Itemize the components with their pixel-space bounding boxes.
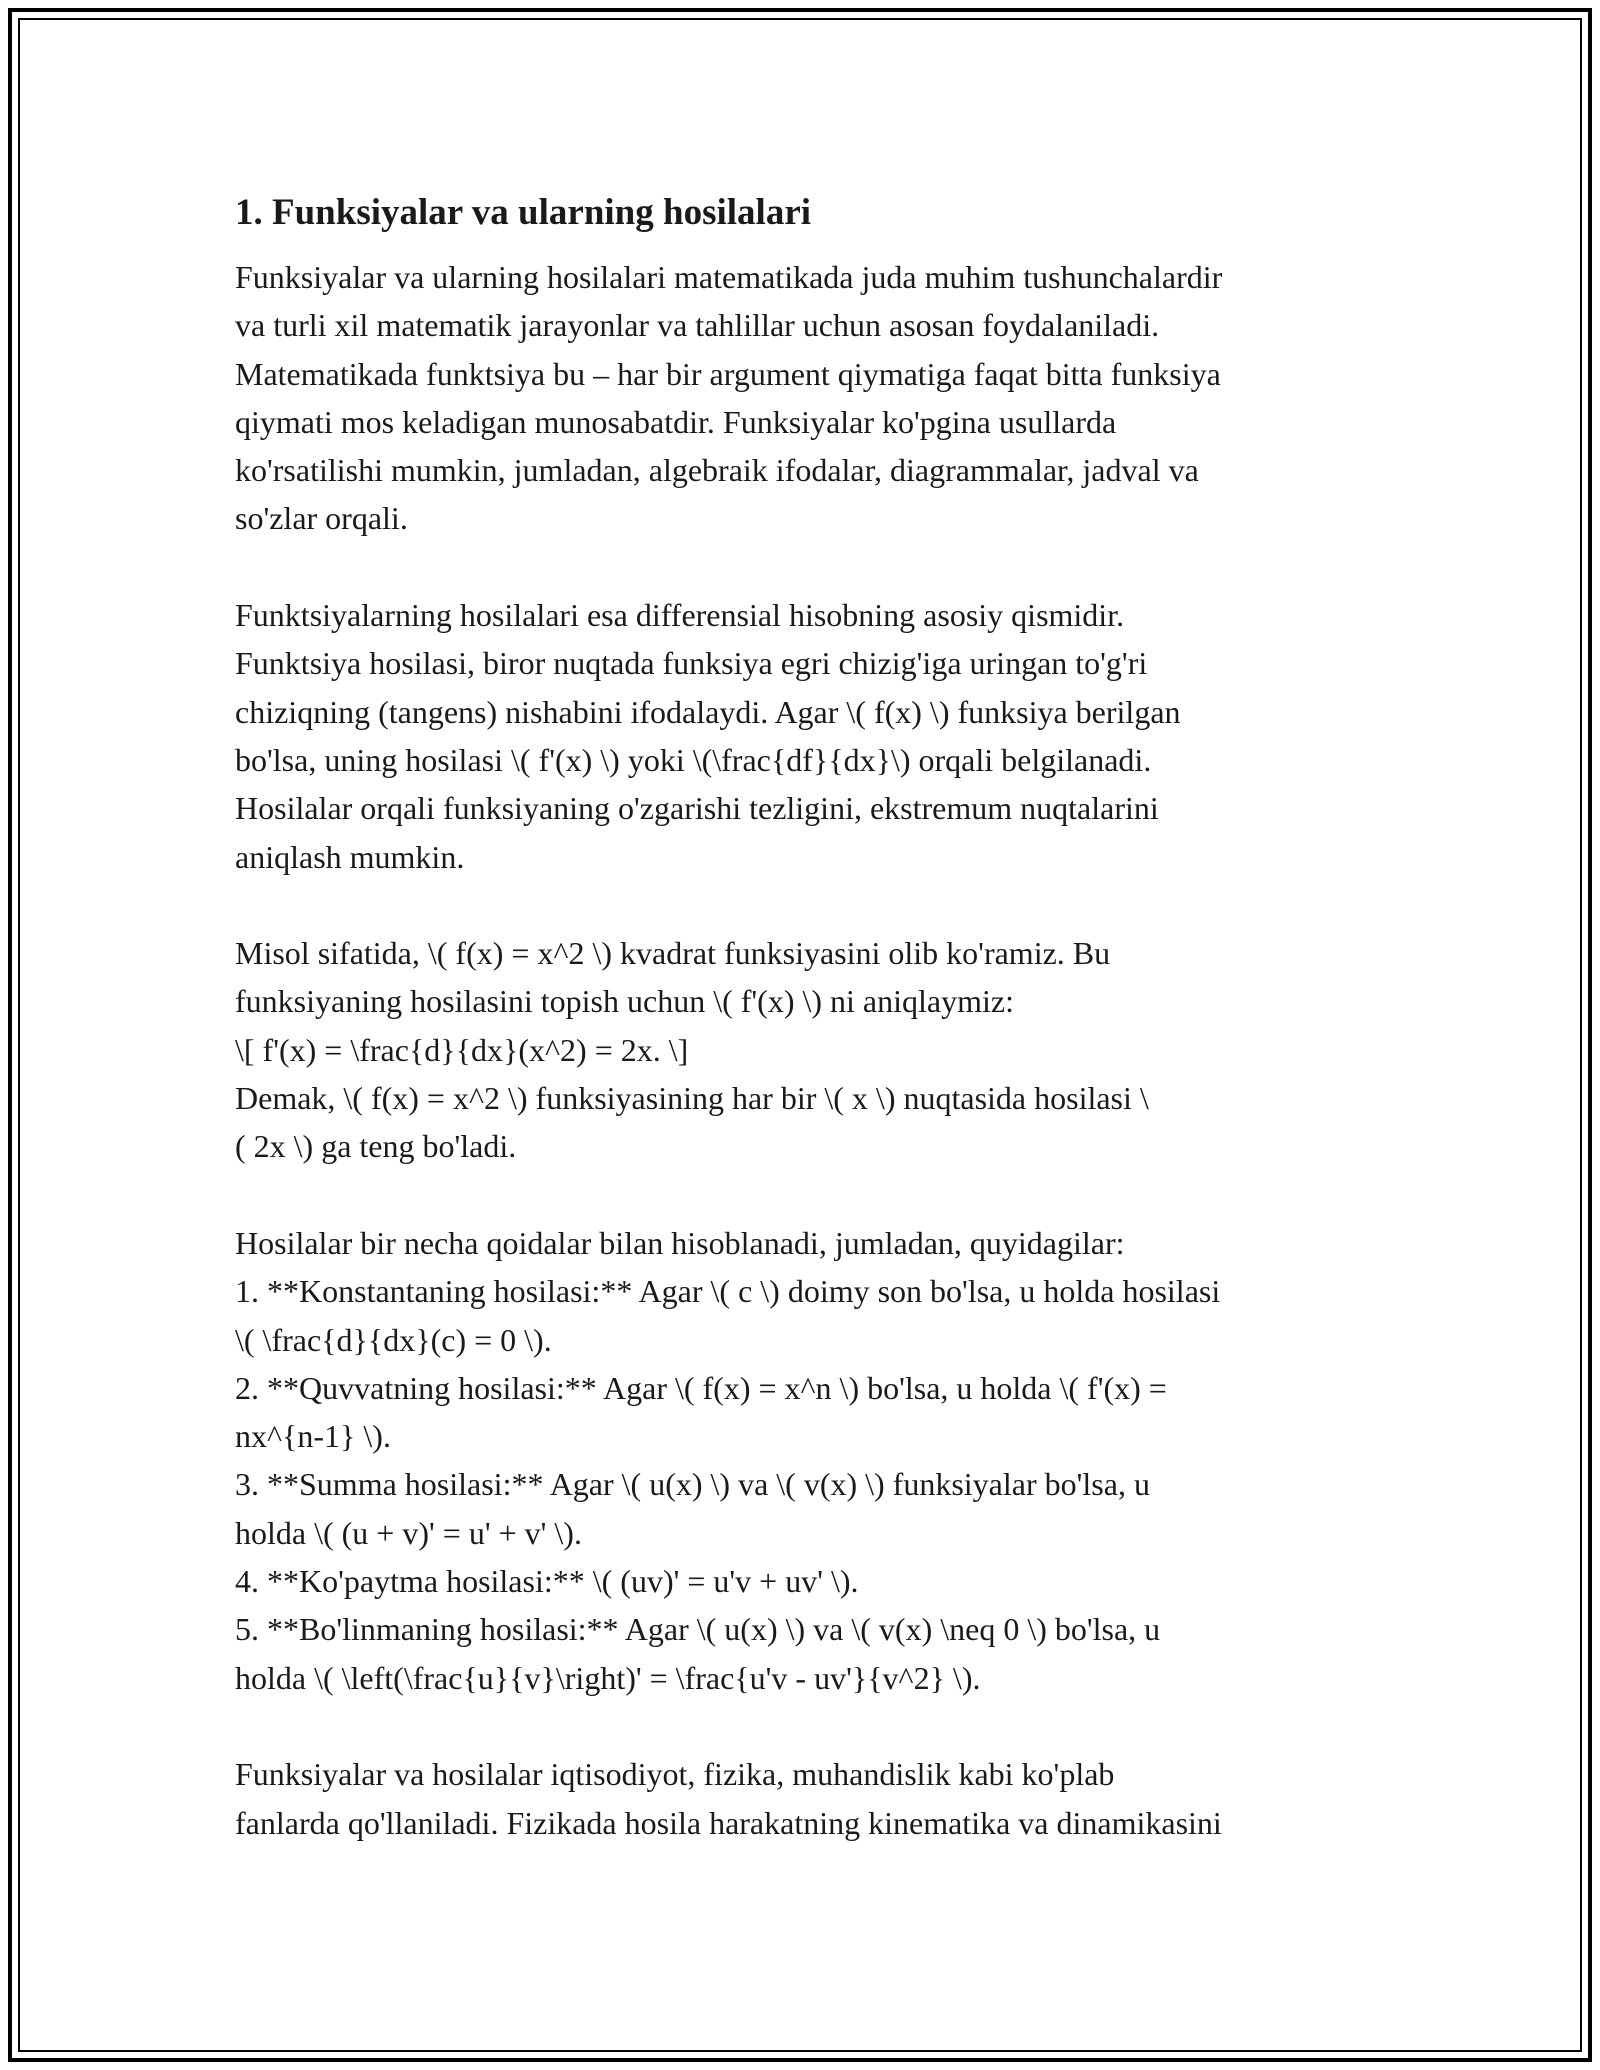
- rule-item: 3. **Summa hosilasi:** Agar \( u(x) \) va \( v(x) \) funksiyalar bo'lsa, u: [235, 1466, 1150, 1503]
- rule-item: 1. **Konstantaning hosilasi:** Agar \( c \) doimy son bo'lsa, u holda hosilasi: [235, 1273, 1221, 1310]
- text-line: funksiyaning hosilasini topish uchun \( f'(x) \) ni aniqlaymiz:: [235, 983, 1014, 1020]
- rule-item: 2. **Quvvatning hosilasi:** Agar \( f(x) = x^n \) bo'lsa, u holda \( f'(x) =: [235, 1369, 1167, 1406]
- paragraph-intro: [235, 253, 1375, 543]
- text-line: Demak, \( f(x) = x^2 \) funksiyasining har bir \( x \) nuqtasida hosilasi \: [235, 1080, 1149, 1117]
- text-line: Funksiyalar va hosilalar iqtisodiyot, fizika, muhandislik kabi ko'plab: [235, 1756, 1115, 1793]
- text-line: Misol sifatida, \( f(x) = x^2 \) kvadrat funksiyasini olib ko'ramiz. Bu: [235, 935, 1111, 972]
- text-line: ( 2x \) ga teng bo'ladi.: [235, 1128, 517, 1165]
- section-title: 1. Funksiyalar va ularning hosilalari: [235, 192, 812, 233]
- text-line: Funksiyalar va ularning hosilalari matematikada juda muhim tushunchalardir: [235, 259, 1223, 295]
- document-body: [235, 253, 1375, 1847]
- text-line: Matematikada funktsiya bu – har bir argument qiymatiga faqat bitta funksiya: [235, 355, 1221, 392]
- rule-item-continued: \( \frac{d}{dx}(c) = 0 \).: [235, 1321, 552, 1358]
- rule-item-continued: holda \( \left(\frac{u}{v}\right)' = \frac{u'v - uv'}{v^2} \).: [235, 1659, 981, 1696]
- text-line: Hosilalar orqali funksiyaning o'zgarishi tezligini, ekstremum nuqtalarini: [235, 790, 1159, 827]
- text-line: fanlarda qo'llaniladi. Fizikada hosila harakatning kinematika va dinamikasini: [235, 1804, 1222, 1841]
- formula-line: \[ f'(x) = \frac{d}{dx}(x^2) = 2x. \]: [235, 1031, 689, 1068]
- document-page: [235, 185, 1375, 1895]
- text-line: Funktsiyalarning hosilalari esa differensial hisobning asosiy qismidir.: [235, 597, 1125, 634]
- paragraph-example: [235, 929, 1375, 1170]
- paragraph-rules: [235, 1219, 1375, 1702]
- text-line: ko'rsatilishi mumkin, jumladan, algebraik ifodalar, diagrammalar, jadval va: [235, 452, 1199, 489]
- text-line: Hosilalar bir necha qoidalar bilan hisoblanadi, jumladan, quyidagilar:: [235, 1224, 1125, 1261]
- rule-item: 5. **Bo'linmaning hosilasi:** Agar \( u(x) \) va \( v(x) \neq 0 \) bo'lsa, u: [235, 1611, 1161, 1648]
- text-line: chiziqning (tangens) nishabini ifodalaydi. Agar \( f(x) \) funksiya berilgan: [235, 693, 1181, 730]
- text-line: bo'lsa, uning hosilasi \( f'(x) \) yoki \(\frac{df}{dx}\) orqali belgilanadi.: [235, 741, 1152, 778]
- paragraph-applications: [235, 1750, 1375, 1847]
- rule-item-continued: holda \( (u + v)' = u' + v' \).: [235, 1514, 582, 1551]
- text-line: aniqlash mumkin.: [235, 838, 465, 875]
- paragraph-derivatives: [235, 591, 1375, 881]
- rule-item: 4. **Ko'paytma hosilasi:** \( (uv)' = u'v + uv' \).: [235, 1563, 859, 1600]
- text-line: qiymati mos keladigan munosabatdir. Funksiyalar ko'pgina usullarda: [235, 403, 1117, 440]
- rule-item-continued: nx^{n-1} \).: [235, 1418, 391, 1455]
- text-line: Funktsiya hosilasi, biror nuqtada funksiya egri chizig'iga uringan to'g'ri: [235, 645, 1148, 682]
- text-line: va turli xil matematik jarayonlar va tahlillar uchun asosan foydalaniladi.: [235, 307, 1160, 344]
- text-line: so'zlar orqali.: [235, 500, 408, 537]
